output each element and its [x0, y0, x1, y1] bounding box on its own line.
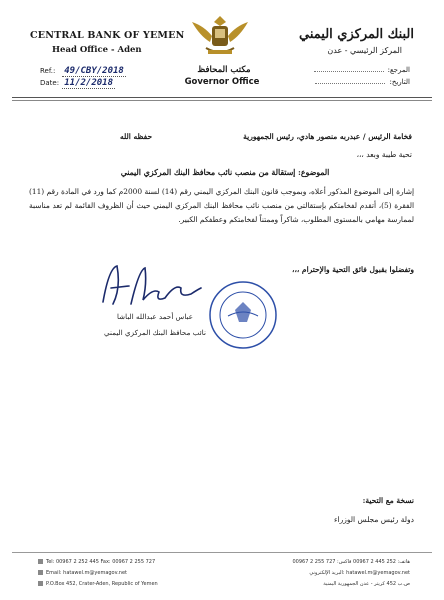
- footer-left-phone: [38, 559, 155, 565]
- header-divider-thin: [12, 100, 432, 101]
- copy-recipient: دولة رئيس مجلس الوزراء: [334, 515, 414, 524]
- date-value: 11/2/2018: [64, 78, 114, 88]
- ar-date-label: التاريخ:: [389, 78, 410, 86]
- ar-date-row: [315, 78, 410, 86]
- footer-right-address: ص.ب 452 كريتر - عدن الجمهورية اليمنية: [323, 581, 410, 587]
- ar-ref-line: [314, 71, 384, 72]
- letter-hafiz: حفظه الله: [120, 132, 153, 141]
- official-stamp-icon: [208, 280, 278, 350]
- governor-office-en: Governor Office: [184, 77, 260, 87]
- handwritten-signature-icon: [95, 258, 205, 318]
- date-label: Date:: [40, 79, 60, 87]
- header-office-en: Head Office - Aden: [52, 45, 142, 55]
- letter-greeting: تحية طيبة وبعد ،،،: [356, 150, 412, 159]
- ref-label: Ref.:: [40, 67, 56, 75]
- date-row: [40, 78, 115, 88]
- phone-icon: [38, 559, 43, 564]
- letter-body: إشارة إلى الموضوع المذكور أعلاه، وبموجب قانون البنك المركزي اليمني رقم (14) لسنة 2000م كما ورد في المادة رقم (11) الفقرة (5)، أتقدم لفخامتكم بإستقالتي من منصب نائب محافظ البنك المركزي اليمني حيث أن الظروف القائمة لم تعد مناسبة لممارسة مهامي بالمستوى المطلوب، شاكراً وممتناً لفخامتكم وعطفكم الكبير.: [29, 187, 415, 224]
- footer-left-email: [38, 570, 127, 576]
- footer-right-phone: هاتف: 252 445 2 00967 فاكس: 727 255 2 00967: [292, 559, 410, 565]
- letter-addressee: فخامة الرئيس / عبدربه منصور هادي، رئيس الجمهورية: [243, 132, 412, 141]
- footer-left-address: [38, 581, 158, 587]
- ar-date-line: [315, 83, 385, 84]
- footer-left-address-text: P.O.Box 452, Crater-Aden, Republic of Yemen: [46, 581, 158, 587]
- ar-ref-row: [314, 66, 410, 74]
- copy-label: نسخة مع التحية:: [362, 496, 414, 505]
- ref-value: 49/CBY/2018: [64, 66, 124, 76]
- footer-divider: [12, 552, 432, 553]
- footer-left-phone-text: Tel: 00967 2 252 445 Fax: 00967 2 255 727: [46, 559, 156, 565]
- email-icon: [38, 570, 43, 575]
- location-icon: [38, 581, 43, 586]
- letter-subject: الموضوع: إستقالة من منصب نائب محافظ البنك المركزي اليمني: [120, 168, 330, 177]
- footer-left-email-text: Email: hatawel.m@yemagov.net: [46, 570, 127, 576]
- header-bank-name-en: CENTRAL BANK OF YEMEN: [30, 30, 185, 41]
- signer-title: نائب محافظ البنك المركزي اليمني: [104, 328, 206, 337]
- governor-office-ar: مكتب المحافظ: [197, 65, 251, 75]
- yemen-eagle-emblem-icon: [188, 12, 252, 60]
- header-office-ar: المركز الرئيسي - عدن: [327, 46, 402, 55]
- footer-right-email: hatawel.m@yemagov.net :البريد الإلكتروني: [309, 570, 410, 576]
- header-divider: [12, 97, 432, 98]
- ref-row: [40, 66, 126, 76]
- letter-closing: وتفضلوا بقبول فائق التحية والإحترام ،،،: [292, 265, 414, 274]
- ar-ref-label: المرجع:: [387, 66, 410, 74]
- signer-name: عباس أحمد عبدالله الباشا: [116, 312, 194, 321]
- header-bank-name-ar: البنك المركزي اليمني: [299, 27, 414, 42]
